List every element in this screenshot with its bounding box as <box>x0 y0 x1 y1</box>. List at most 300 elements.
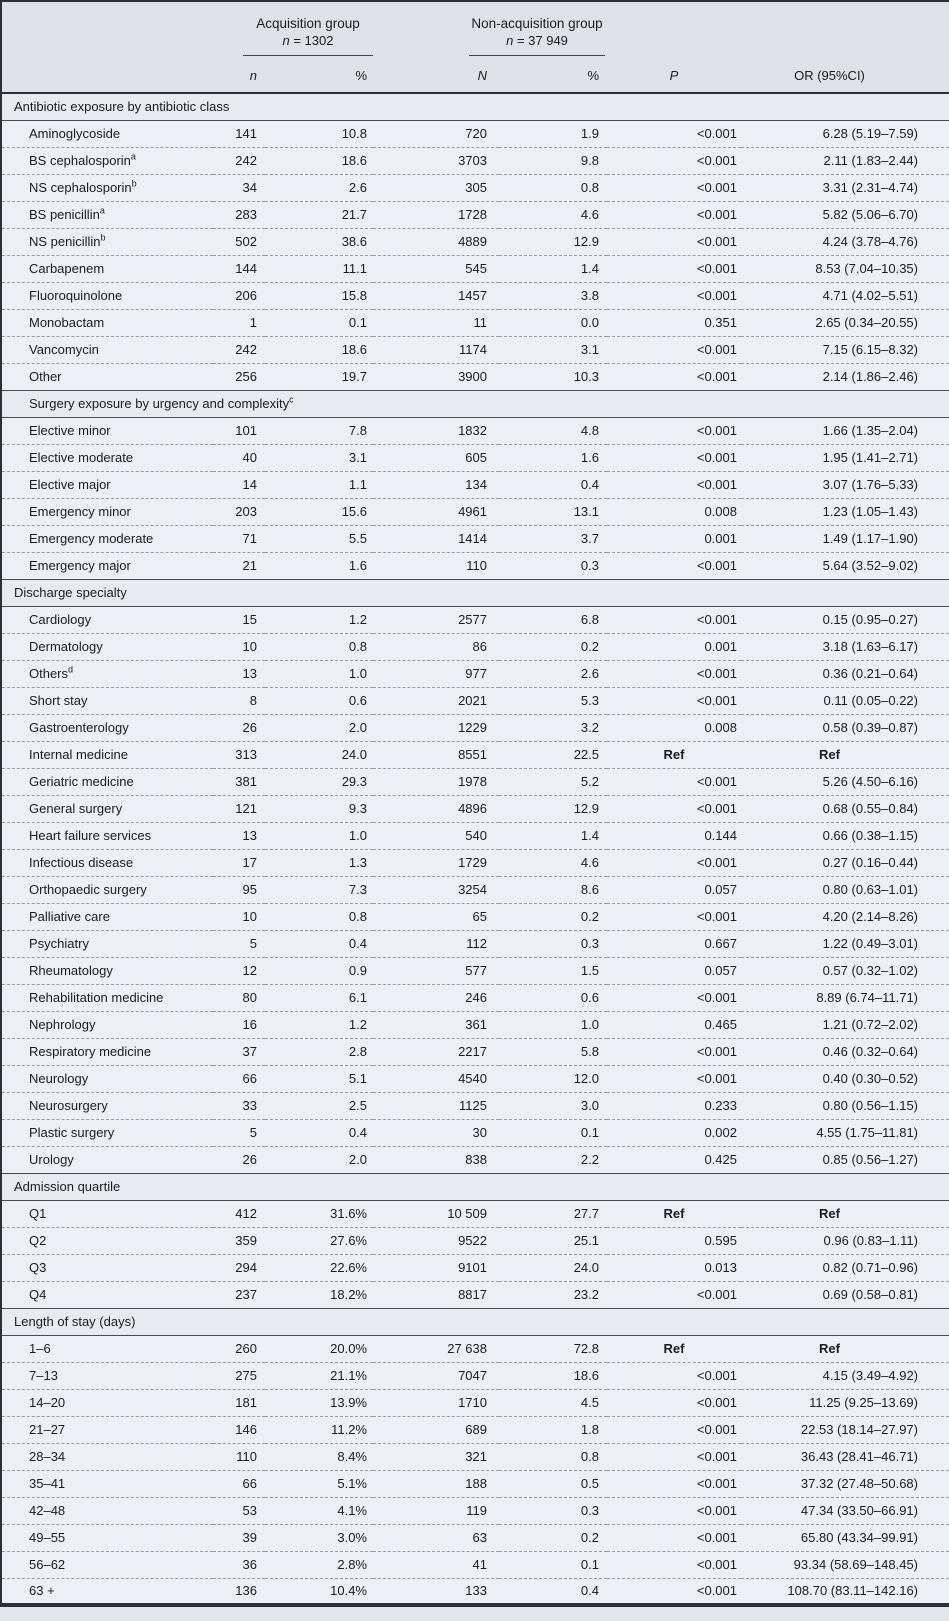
cell-p-value: 0.595 <box>607 1227 741 1254</box>
cell-pct-acquisition: 0.6 <box>265 687 373 714</box>
cell-row-label: Vancomycin <box>1 336 213 363</box>
cell-odds-ratio: 47.34 (33.50–66.91) <box>741 1497 949 1524</box>
cell-p-value: 0.144 <box>607 822 741 849</box>
non-acquisition-group-title: Non-acquisition group <box>471 15 603 31</box>
cell-pct-acquisition: 21.7 <box>265 201 373 228</box>
cell-odds-ratio: 7.15 (6.15–8.32) <box>741 336 949 363</box>
table-row <box>1 147 949 174</box>
cell-n: 121 <box>213 795 265 822</box>
cell-N: 8551 <box>373 741 499 768</box>
cell-row-label: Q2 <box>1 1227 213 1254</box>
table-row <box>1 957 949 984</box>
cell-p-value: <0.001 <box>607 174 741 201</box>
cell-p-value: <0.001 <box>607 1578 741 1605</box>
cell-pct-acquisition: 27.6% <box>265 1227 373 1254</box>
cell-row-label: Gastroenterology <box>1 714 213 741</box>
cell-n: 95 <box>213 876 265 903</box>
table-row <box>1 552 949 579</box>
section-title: Antibiotic exposure by antibiotic class <box>1 93 949 120</box>
cell-n: 181 <box>213 1389 265 1416</box>
cell-pct-acquisition: 1.3 <box>265 849 373 876</box>
acquisition-group-rule <box>243 55 379 56</box>
table-row <box>1 1065 949 1092</box>
cell-p-value: 0.057 <box>607 876 741 903</box>
table-row <box>1 363 949 390</box>
cell-odds-ratio: 0.15 (0.95–0.27) <box>822 612 918 627</box>
cell-n: 1 <box>213 309 265 336</box>
cell-row-label: NS cephalosporin$^b$ <box>1 174 213 201</box>
cell-n: 141 <box>235 126 257 141</box>
cell-row-label: NS penicillin$^b$ <box>1 228 213 255</box>
non-acquisition-group-header <box>373 1 607 59</box>
cell-odds-ratio: 0.68 (0.55–0.84) <box>741 795 949 822</box>
table-row <box>1 1335 949 1362</box>
cell-pct-non-acquisition: 1.4 <box>499 255 607 282</box>
cell-row-label: 56–62 <box>1 1551 213 1578</box>
cell-p-value: 0.425 <box>607 1146 741 1173</box>
section-title: Length of stay (days) <box>1 1308 949 1335</box>
cell-pct-acquisition: 1.6 <box>265 552 373 579</box>
cell-pct-acquisition: 21.1% <box>265 1362 373 1389</box>
cell-N: 9101 <box>373 1254 499 1281</box>
cell-odds-ratio: 0.36 (0.21–0.64) <box>741 660 949 687</box>
table-row <box>1 255 949 282</box>
table-header <box>1 1 949 93</box>
cell-N: 720 <box>465 126 487 141</box>
table-row <box>1 930 949 957</box>
cell-pct-non-acquisition: 72.8 <box>573 1341 599 1356</box>
cell-odds-ratio: 0.58 (0.39–0.87) <box>741 714 949 741</box>
section-header-row <box>1 390 949 417</box>
cell-n: 242 <box>213 336 265 363</box>
section-header-row <box>1 93 949 120</box>
cell-N: 2217 <box>373 1038 499 1065</box>
cell-p-value: <0.001 <box>607 1389 741 1416</box>
cell-N: 1414 <box>373 525 499 552</box>
column-header-row <box>1 59 949 93</box>
cell-row-label: Aminoglycoside <box>29 126 121 141</box>
cell-p-value: <0.001 <box>696 612 737 627</box>
cell-odds-ratio: 0.27 (0.16–0.44) <box>741 849 949 876</box>
cell-N: 1728 <box>373 201 499 228</box>
cell-n: 275 <box>213 1362 265 1389</box>
cell-N: 65 <box>373 903 499 930</box>
table-row <box>1 849 949 876</box>
table-body <box>1 93 949 1605</box>
cell-N: 2577 <box>458 612 487 627</box>
acquisition-group-title: Acquisition group <box>256 15 360 31</box>
cell-pct-non-acquisition: 0.6 <box>499 984 607 1011</box>
cell-pct-non-acquisition: 12.0 <box>499 1065 607 1092</box>
cell-pct-acquisition: 2.0 <box>265 1146 373 1173</box>
table-row <box>1 1227 949 1254</box>
cell-pct-acquisition: 1.0 <box>265 822 373 849</box>
cell-odds-ratio: 1.23 (1.05–1.43) <box>741 498 949 525</box>
cell-odds-ratio: 0.46 (0.32–0.64) <box>741 1038 949 1065</box>
cell-N: 134 <box>373 471 499 498</box>
cell-odds-ratio: 0.80 (0.56–1.15) <box>741 1092 949 1119</box>
cell-N: 540 <box>373 822 499 849</box>
cell-pct-acquisition: 11.1 <box>265 255 373 282</box>
cell-pct-acquisition: 1.2 <box>348 612 367 627</box>
cell-row-label: 49–55 <box>1 1524 213 1551</box>
empty-corner-cell <box>1 1 213 59</box>
cell-N: 838 <box>373 1146 499 1173</box>
cell-pct-acquisition: 18.6 <box>265 336 373 363</box>
cell-p-value: <0.001 <box>607 1281 741 1308</box>
cell-p-value: <0.001 <box>607 336 741 363</box>
cell-p-value: 0.351 <box>607 309 741 336</box>
section-header-row <box>1 1173 949 1200</box>
cell-p-value: 0.002 <box>607 1119 741 1146</box>
cell-odds-ratio: 3.07 (1.76–5.33) <box>741 471 949 498</box>
cell-pct-acquisition: 38.6 <box>265 228 373 255</box>
cell-n: 5 <box>213 1119 265 1146</box>
cell-N: 1229 <box>373 714 499 741</box>
cell-p-value: <0.001 <box>607 1065 741 1092</box>
cell-pct-non-acquisition: 2.2 <box>499 1146 607 1173</box>
cell-pct-non-acquisition: 0.4 <box>499 471 607 498</box>
cell-p-value: <0.001 <box>607 1416 741 1443</box>
cell-row-label: Elective moderate <box>1 444 213 471</box>
cell-odds-ratio: Ref <box>819 1341 840 1356</box>
cell-row-label: 7–13 <box>1 1362 213 1389</box>
cell-p-value: 0.001 <box>607 633 741 660</box>
cell-N: 321 <box>373 1443 499 1470</box>
cell-odds-ratio: 3.18 (1.63–6.17) <box>741 633 949 660</box>
non-acquisition-group-n: n = 37 949 <box>506 32 568 48</box>
table-row <box>1 1443 949 1470</box>
cell-row-label: Emergency major <box>1 552 213 579</box>
cell-odds-ratio: 2.65 (0.34–20.55) <box>741 309 949 336</box>
column-header-or: OR (95%CI) <box>741 59 949 93</box>
section-title: Surgery exposure by urgency and complexity$^c$ <box>1 390 949 417</box>
cell-row-label: Respiratory medicine <box>1 1038 213 1065</box>
cell-p-value: <0.001 <box>607 903 741 930</box>
cell-row-label: 21–27 <box>1 1416 213 1443</box>
cell-n: 260 <box>235 1341 257 1356</box>
cell-n: 101 <box>235 423 257 438</box>
cell-odds-ratio: 0.85 (0.56–1.27) <box>741 1146 949 1173</box>
cell-row-label: Short stay <box>1 687 213 714</box>
cell-N: 3254 <box>373 876 499 903</box>
cell-pct-non-acquisition: 3.1 <box>499 336 607 363</box>
cell-N: 27 638 <box>447 1341 487 1356</box>
table-row <box>1 795 949 822</box>
cell-n: 80 <box>213 984 265 1011</box>
cell-pct-non-acquisition: 5.8 <box>499 1038 607 1065</box>
cell-N: 133 <box>373 1578 499 1605</box>
table-row <box>1 1389 949 1416</box>
cell-row-label: 1–6 <box>29 1341 51 1356</box>
cell-pct-non-acquisition: 2.6 <box>499 660 607 687</box>
cell-p-value: <0.001 <box>607 795 741 822</box>
cell-n: 66 <box>213 1470 265 1497</box>
table-row <box>1 1119 949 1146</box>
cell-n: 110 <box>213 1443 265 1470</box>
cell-N: 9522 <box>373 1227 499 1254</box>
table-row <box>1 1524 949 1551</box>
cell-n: 203 <box>213 498 265 525</box>
cell-pct-non-acquisition: 4.6 <box>499 201 607 228</box>
cell-p-value: 0.465 <box>607 1011 741 1038</box>
cell-pct-acquisition: 18.2% <box>265 1281 373 1308</box>
cell-odds-ratio: 4.20 (2.14–8.26) <box>741 903 949 930</box>
cell-row-label: Dermatology <box>1 633 213 660</box>
table-row <box>1 606 949 633</box>
cell-pct-non-acquisition: 3.0 <box>499 1092 607 1119</box>
cell-row-label: Plastic surgery <box>1 1119 213 1146</box>
cell-pct-non-acquisition: 0.8 <box>499 1443 607 1470</box>
table-row <box>1 1254 949 1281</box>
cell-pct-non-acquisition: 1.6 <box>499 444 607 471</box>
cell-odds-ratio: 0.66 (0.38–1.15) <box>741 822 949 849</box>
cell-odds-ratio: 108.70 (83.11–142.16) <box>741 1578 949 1605</box>
cell-p-value: <0.001 <box>607 363 741 390</box>
cell-N: 30 <box>373 1119 499 1146</box>
cell-n: 21 <box>213 552 265 579</box>
table-row <box>1 1470 949 1497</box>
cell-n: 15 <box>242 612 257 627</box>
cell-odds-ratio: 1.49 (1.17–1.90) <box>741 525 949 552</box>
cell-odds-ratio: 4.55 (1.75–11.81) <box>741 1119 949 1146</box>
cell-odds-ratio: 65.80 (43.34–99.91) <box>741 1524 949 1551</box>
table-row <box>1 498 949 525</box>
cell-N: 41 <box>373 1551 499 1578</box>
cell-odds-ratio: 0.11 (0.05–0.22) <box>741 687 949 714</box>
cell-N: 4961 <box>373 498 499 525</box>
cell-pct-acquisition: 6.1 <box>265 984 373 1011</box>
cell-n: 412 <box>235 1206 257 1221</box>
cell-N: 86 <box>373 633 499 660</box>
cell-p-value: <0.001 <box>696 423 737 438</box>
cell-pct-non-acquisition: 6.8 <box>580 612 599 627</box>
cell-p-value: 0.013 <box>607 1254 741 1281</box>
cell-odds-ratio: 1.21 (0.72–2.02) <box>741 1011 949 1038</box>
cell-pct-non-acquisition: 3.8 <box>499 282 607 309</box>
cell-N: 3900 <box>373 363 499 390</box>
cell-pct-non-acquisition: 4.5 <box>499 1389 607 1416</box>
empty-or-header-cell <box>741 1 949 59</box>
cell-pct-non-acquisition: 1.4 <box>499 822 607 849</box>
cell-row-label: 42–48 <box>1 1497 213 1524</box>
cell-pct-acquisition: 5.1 <box>265 1065 373 1092</box>
cell-pct-non-acquisition: 0.3 <box>499 930 607 957</box>
cell-pct-non-acquisition: 9.8 <box>499 147 607 174</box>
cell-n: 242 <box>213 147 265 174</box>
table-row <box>1 1551 949 1578</box>
cell-N: 1978 <box>373 768 499 795</box>
cell-pct-acquisition: 0.1 <box>265 309 373 336</box>
cell-n: 256 <box>213 363 265 390</box>
cell-odds-ratio: 0.40 (0.30–0.52) <box>741 1065 949 1092</box>
cell-row-label: Rehabilitation medicine <box>1 984 213 1011</box>
cell-pct-acquisition: 15.6 <box>265 498 373 525</box>
table-row <box>1 417 949 444</box>
cell-pct-non-acquisition: 1.5 <box>499 957 607 984</box>
cell-pct-non-acquisition: 23.2 <box>499 1281 607 1308</box>
cell-N: 1832 <box>458 423 487 438</box>
cell-pct-non-acquisition: 0.3 <box>499 1497 607 1524</box>
cell-odds-ratio: 5.82 (5.06–6.70) <box>741 201 949 228</box>
cell-pct-non-acquisition: 10.3 <box>499 363 607 390</box>
cell-pct-non-acquisition: 13.1 <box>499 498 607 525</box>
cell-odds-ratio: 8.53 (7.04–10.35) <box>741 255 949 282</box>
cell-n: 40 <box>213 444 265 471</box>
cell-p-value: 0.233 <box>607 1092 741 1119</box>
cell-p-value: <0.001 <box>607 687 741 714</box>
cell-p-value: <0.001 <box>607 849 741 876</box>
table-row <box>1 1011 949 1038</box>
cell-p-value: <0.001 <box>607 282 741 309</box>
cell-pct-non-acquisition: 3.7 <box>499 525 607 552</box>
cell-p-value: <0.001 <box>607 660 741 687</box>
cell-row-label: BS penicillin$^a$ <box>1 201 213 228</box>
cell-n: 13 <box>213 660 265 687</box>
cell-N: 4540 <box>373 1065 499 1092</box>
column-header-pct1: % <box>265 59 373 93</box>
cell-pct-non-acquisition: 0.0 <box>499 309 607 336</box>
cell-pct-acquisition: 31.6% <box>330 1206 367 1221</box>
cell-pct-non-acquisition: 1.9 <box>580 126 599 141</box>
cell-N: 977 <box>373 660 499 687</box>
cell-n: 39 <box>213 1524 265 1551</box>
table-row <box>1 984 949 1011</box>
cell-p-value: <0.001 <box>607 1362 741 1389</box>
cell-odds-ratio: 4.71 (4.02–5.51) <box>741 282 949 309</box>
cell-p-value: <0.001 <box>696 126 737 141</box>
cell-N: 4889 <box>373 228 499 255</box>
cell-pct-acquisition: 2.8 <box>265 1038 373 1065</box>
non-acquisition-group-rule <box>469 55 605 56</box>
cell-N: 112 <box>373 930 499 957</box>
cell-row-label: Geriatric medicine <box>1 768 213 795</box>
cell-n: 14 <box>213 471 265 498</box>
cell-n: 313 <box>213 741 265 768</box>
cell-N: 1174 <box>373 336 499 363</box>
table-row <box>1 201 949 228</box>
cell-n: 26 <box>213 1146 265 1173</box>
table-row <box>1 1146 949 1173</box>
table-row <box>1 1578 949 1605</box>
cell-n: 10 <box>213 903 265 930</box>
cell-p-value: <0.001 <box>607 471 741 498</box>
cell-row-label: Emergency minor <box>1 498 213 525</box>
cell-pct-acquisition: 5.1% <box>265 1470 373 1497</box>
table-row <box>1 1038 949 1065</box>
cell-odds-ratio: 0.80 (0.63–1.01) <box>741 876 949 903</box>
cell-N: 361 <box>373 1011 499 1038</box>
cell-pct-acquisition: 18.6 <box>265 147 373 174</box>
cell-p-value: Ref <box>607 741 741 768</box>
cell-pct-non-acquisition: 1.0 <box>499 1011 607 1038</box>
cell-odds-ratio: 0.82 (0.71–0.96) <box>741 1254 949 1281</box>
cell-p-value: <0.001 <box>607 444 741 471</box>
table-row <box>1 768 949 795</box>
column-header-p: P <box>607 59 741 93</box>
cell-odds-ratio: 5.64 (3.52–9.02) <box>741 552 949 579</box>
cell-N: 605 <box>373 444 499 471</box>
table-row <box>1 1497 949 1524</box>
table-row <box>1 120 949 147</box>
cell-row-label: Q3 <box>1 1254 213 1281</box>
cell-pct-acquisition: 22.6% <box>265 1254 373 1281</box>
cell-pct-non-acquisition: 0.8 <box>499 174 607 201</box>
cell-row-label: Infectious disease <box>1 849 213 876</box>
cell-p-value: 0.667 <box>607 930 741 957</box>
table-row <box>1 822 949 849</box>
cell-row-label: General surgery <box>1 795 213 822</box>
cell-row-label: 28–34 <box>1 1443 213 1470</box>
cell-row-label: Neurosurgery <box>1 1092 213 1119</box>
cell-p-value: 0.057 <box>607 957 741 984</box>
cell-N: 8817 <box>373 1281 499 1308</box>
cell-pct-non-acquisition: 4.8 <box>580 423 599 438</box>
cell-p-value: <0.001 <box>607 552 741 579</box>
cell-row-label: 35–41 <box>1 1470 213 1497</box>
cell-pct-non-acquisition: 0.2 <box>499 1524 607 1551</box>
cell-pct-acquisition: 8.4% <box>265 1443 373 1470</box>
column-header-n: n <box>213 59 265 93</box>
cell-n: 26 <box>213 714 265 741</box>
cell-odds-ratio: 11.25 (9.25–13.69) <box>741 1389 949 1416</box>
cell-N: 246 <box>373 984 499 1011</box>
cell-pct-acquisition: 24.0 <box>265 741 373 768</box>
cell-odds-ratio: 2.11 (1.83–2.44) <box>741 147 949 174</box>
table-row <box>1 1092 949 1119</box>
cell-N: 1729 <box>373 849 499 876</box>
table-row <box>1 1281 949 1308</box>
cell-pct-non-acquisition: 24.0 <box>499 1254 607 1281</box>
cell-odds-ratio: 1.66 (1.35–2.04) <box>822 423 918 438</box>
cell-p-value: <0.001 <box>607 1524 741 1551</box>
cell-pct-non-acquisition: 1.8 <box>499 1416 607 1443</box>
cell-N: 3703 <box>373 147 499 174</box>
cell-odds-ratio: 93.34 (58.69–148.45) <box>741 1551 949 1578</box>
cell-odds-ratio: 37.32 (27.48–50.68) <box>741 1470 949 1497</box>
cell-p-value: <0.001 <box>607 1551 741 1578</box>
cell-n: 206 <box>213 282 265 309</box>
cell-p-value: Ref <box>663 1341 685 1356</box>
cell-row-label: Fluoroquinolone <box>1 282 213 309</box>
cell-odds-ratio: 0.57 (0.32–1.02) <box>741 957 949 984</box>
cell-pct-acquisition: 0.9 <box>265 957 373 984</box>
cell-pct-non-acquisition: 0.1 <box>499 1551 607 1578</box>
cell-n: 36 <box>213 1551 265 1578</box>
cell-odds-ratio: 0.96 (0.83–1.11) <box>741 1227 949 1254</box>
cell-N: 188 <box>373 1470 499 1497</box>
table-row <box>1 336 949 363</box>
cell-N: 7047 <box>373 1362 499 1389</box>
cell-n: 237 <box>213 1281 265 1308</box>
cell-pct-acquisition: 0.4 <box>265 930 373 957</box>
cell-row-label: Other <box>1 363 213 390</box>
cell-n: 66 <box>213 1065 265 1092</box>
cell-pct-non-acquisition: 4.6 <box>499 849 607 876</box>
cell-n: 37 <box>213 1038 265 1065</box>
cell-row-label: Neurology <box>1 1065 213 1092</box>
cell-p-value: 0.008 <box>607 714 741 741</box>
cell-odds-ratio: 0.69 (0.58–0.81) <box>741 1281 949 1308</box>
cell-odds-ratio: 1.95 (1.41–2.71) <box>741 444 949 471</box>
cell-pct-acquisition: 2.6 <box>265 174 373 201</box>
cell-odds-ratio: 5.26 (4.50–6.16) <box>741 768 949 795</box>
table-row <box>1 633 949 660</box>
cell-row-label: Q4 <box>1 1281 213 1308</box>
cell-pct-non-acquisition: 0.1 <box>499 1119 607 1146</box>
cell-n: 294 <box>213 1254 265 1281</box>
cell-row-label: Elective major <box>1 471 213 498</box>
